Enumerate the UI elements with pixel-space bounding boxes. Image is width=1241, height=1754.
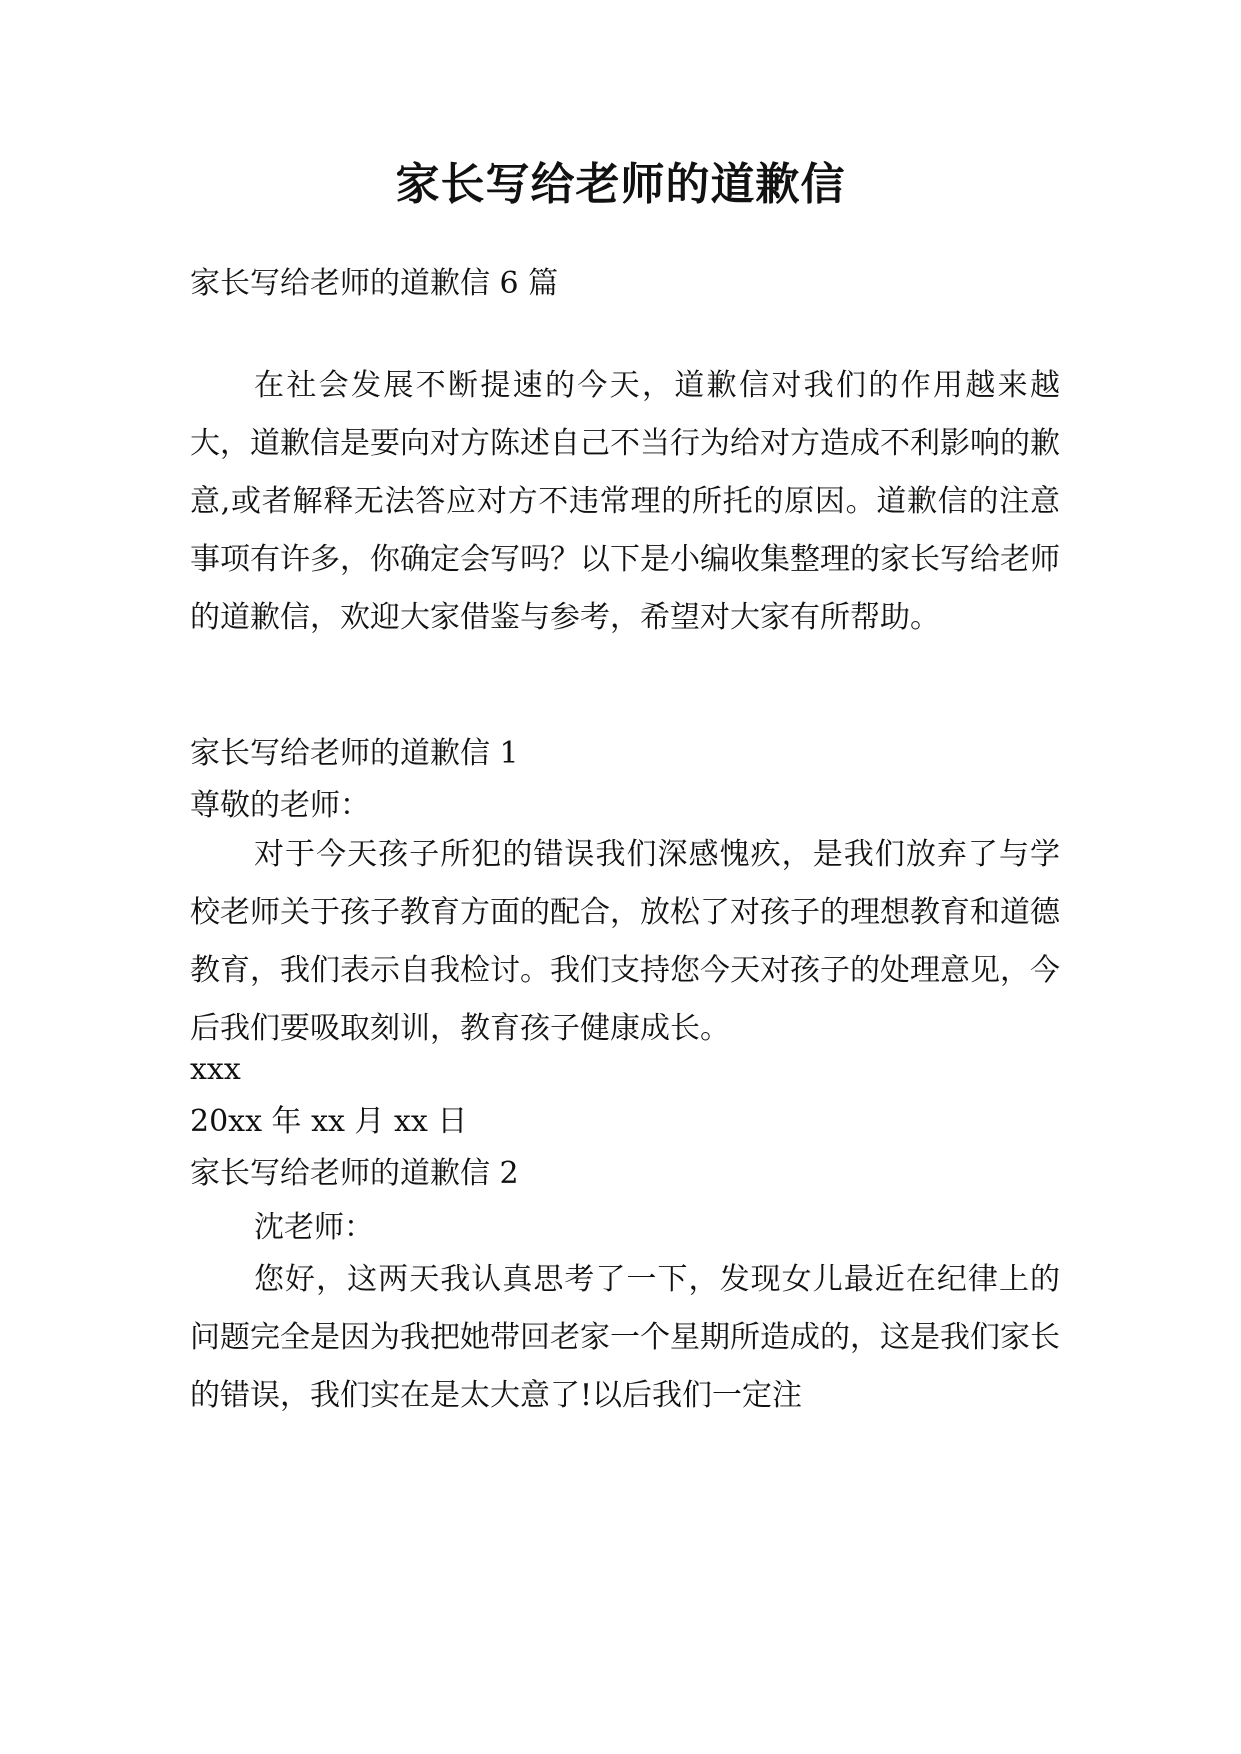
letter-1-signature: xxx: [190, 1052, 241, 1087]
document-subtitle: 家长写给老师的道歉信 6 篇: [190, 266, 559, 301]
letter-2-body: 您好，这两天我认真思考了一下，发现女儿最近在纪律上的问题完全是因为我把她带回老家一个星期所造成的，这是我们家长的错误，我们实在是太大意了!以后我们一定注: [190, 1262, 1060, 1413]
letter-1-date: 20xx 年 xx 月 xx 日: [190, 1104, 468, 1139]
document-title: 家长写给老师的道歉信: [395, 159, 846, 210]
letter-1-body: 对于今天孩子所犯的错误我们深感愧疚，是我们放弃了与学校老师关于孩子教育方面的配合，放松了对孩子的理想教育和道德教育，我们表示自我检讨。我们支持您今天对孩子的处理意见，今后我们要吸取刻训，教育孩子健康成长。: [190, 837, 1060, 1046]
letter-2-heading: 家长写给老师的道歉信 2: [190, 1156, 519, 1191]
intro-paragraph: 在社会发展不断提速的今天，道歉信对我们的作用越来越大，道歉信是要向对方陈述自己不当行为给对方造成不利影响的歉意,或者解释无法答应对方不违常理的所托的原因。道歉信的注意事项有许多，你确定会写吗？以下是小编收集整理的家长写给老师的道歉信，欢迎大家借鉴与参考，希望对大家有所帮助。: [190, 368, 1060, 635]
letter-1-salutation: 尊敬的老师：: [190, 788, 370, 823]
letter-2-salutation: 沈老师：: [254, 1210, 374, 1245]
letter-1-heading: 家长写给老师的道歉信 1: [190, 736, 519, 771]
